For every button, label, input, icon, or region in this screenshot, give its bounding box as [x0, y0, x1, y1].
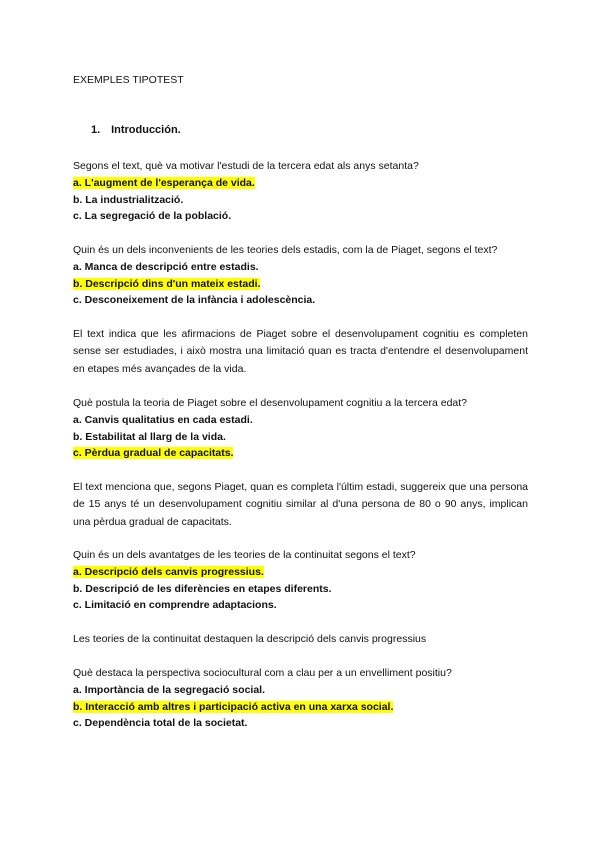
answer-option: a. Canvis qualitatius en cada estadi.	[73, 413, 253, 426]
explanation-paragraph-1	[73, 326, 528, 378]
answer-option: c. Desconeixement de la infància i adolescència.	[73, 294, 316, 307]
answer-option: c. La segregació de la població.	[73, 210, 232, 223]
explanation-text: El text indica que les afirmacions de Piaget sobre el desenvolupament cognitiu es completen sense ser estudiades, i això mostra una limitació quan es tracta d'entendre el desenvolupament en etapes més avançades de la vida.	[73, 328, 528, 375]
question-2	[73, 242, 528, 309]
answer-option-correct: a. Descripció dels canvis progressius.	[73, 565, 264, 578]
question-text: Quin és un dels inconvenients de les teories dels estadis, com la de Piaget, segons el text?	[73, 244, 498, 256]
question-4	[73, 547, 528, 614]
answer-option-correct: b. Interacció amb altres i participació activa en una xarxa social.	[73, 700, 394, 713]
question-text: Què postula la teoria de Piaget sobre el desenvolupament cognitiu a la tercera edat?	[73, 397, 468, 409]
section-number: 1.	[91, 124, 101, 136]
document-title: EXEMPLES TIPOTEST	[73, 74, 184, 86]
answer-option: a. Importància de la segregació social.	[73, 683, 265, 696]
question-5	[73, 665, 528, 732]
question-text: Segons el text, què va motivar l'estudi de la tercera edat als anys setanta?	[73, 160, 419, 172]
explanation-text: El text menciona que, segons Piaget, quan es completa l'últim estadi, suggereix que una persona de 15 anys té un desenvolupament cognitiu similar al d'una persona de 80 o 90 anys, implican una pèrdua gradual de capacitats.	[73, 481, 528, 528]
answer-option: a. Manca de descripció entre estadis.	[73, 260, 259, 273]
section-title: Introducción.	[111, 124, 181, 136]
answer-option: b. Descripció de les diferències en etapes diferents.	[73, 582, 332, 595]
answer-option: c. Dependència total de la societat.	[73, 717, 248, 730]
answer-option-correct: c. Pèrdua gradual de capacitats.	[73, 447, 234, 460]
answer-option: b. Estabilitat al llarg de la vida.	[73, 430, 226, 443]
question-text: Quin és un dels avantatges de les teories de la continuitat segons el text?	[73, 549, 416, 561]
section-heading	[91, 124, 181, 136]
question-text: Què destaca la perspectiva sociocultural com a clau per a un envelliment positiu?	[73, 667, 452, 679]
answer-option: c. Limitació en comprendre adaptacions.	[73, 599, 277, 612]
explanation-text: Les teories de la continuitat destaquen la descripció dels canvis progressius	[73, 633, 427, 645]
answer-option: b. La industrialització.	[73, 193, 184, 206]
answer-option-correct: a. L'augment de l'esperança de vida.	[73, 176, 255, 189]
explanation-paragraph-2	[73, 479, 528, 531]
explanation-paragraph-3	[73, 631, 528, 648]
question-1	[73, 158, 528, 225]
question-3	[73, 395, 528, 462]
answer-option-correct: b. Descripció dins d'un mateix estadi.	[73, 277, 261, 290]
